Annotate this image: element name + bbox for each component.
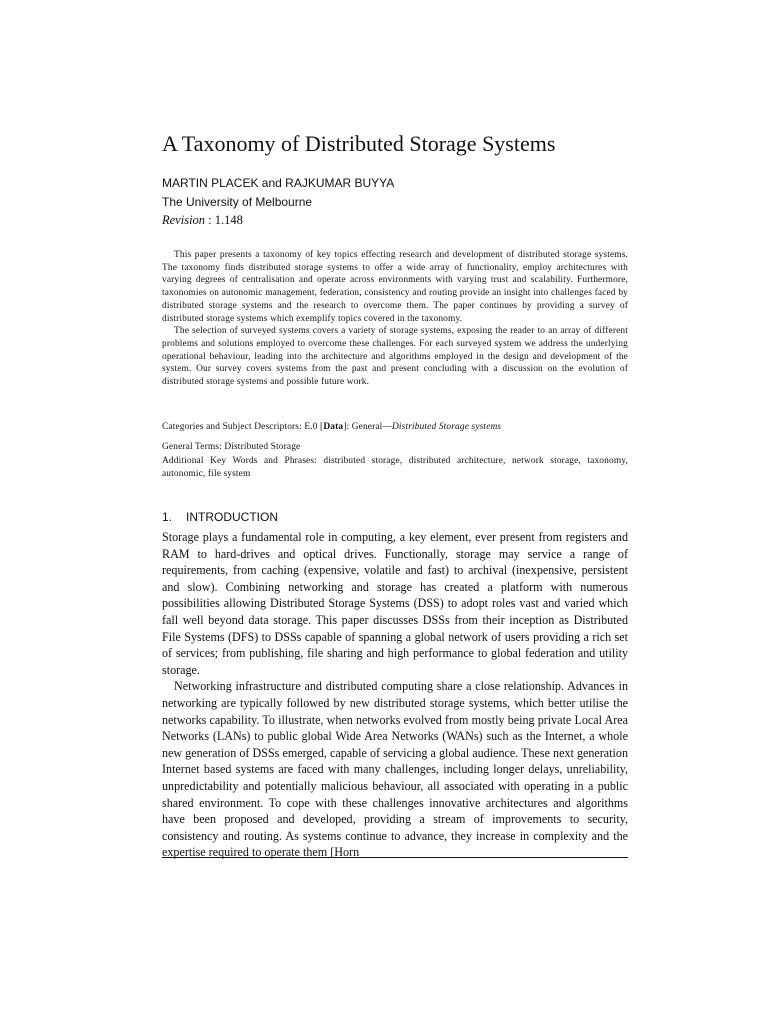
abstract [162,249,628,389]
abstract-paragraph-2: The selection of surveyed systems covers a variety of storage systems, exposing the reader to an array of different problems and solutions employed to overcome these challenges. For each surveyed system we address the underlying operational behaviour, leading into the architecture and algorithms employed in the design and development of the system. Our survey covers systems from the past and present concluding with a discussion on the evolution of distributed storage systems and possible future work. [162,326,628,388]
body-text [162,529,628,861]
footnote-rule [162,857,628,858]
paper-title: A Taxonomy of Distributed Storage Systems [162,131,556,156]
key-words: Additional Key Words and Phrases: distributed storage, distributed architecture, network storage, taxonomy, autonomic, file system [162,456,628,479]
section-heading-introduction [162,510,278,525]
body-paragraph-1: Storage plays a fundamental role in computing, a key element, ever present from registers and RAM to hard-drives and optical drives. Functionally, storage may service a range of requirements, from caching (expensive, volatile and fast) to archival (inexpensive, persistent and slow). Combining networking and storage has created a platform with numerous possibilities allowing Distributed Storage Systems (DSS) to adopt roles vast and varied which fall well beyond data storage. This paper discusses DSSs from their inception as Distributed File Systems (DFS) to DSSs capable of spanning a global network of users providing a rich set of services; from publishing, file sharing and high performance to global federation and utility storage. [162,530,628,677]
categories-descriptors [162,421,628,434]
categories-italic: Distributed Storage systems [391,422,502,432]
categories-bold: Data [323,422,344,432]
abstract-paragraph-1: This paper presents a taxonomy of key topics effecting research and development of distributed storage systems. The taxonomy finds distributed storage systems to offer a wide array of functionality, employ architectures with varying degrees of centralisation and operate across environments with varying trust and scalability. Furthermore, taxonomies on autonomic management, federation, consistency and routing provide an insight into challenges faced by distributed storage systems and the research to overcome them. The paper continues by providing a survey of distributed storage systems which exemplify topics covered in the taxonomy. [162,250,628,324]
revision-value: : 1.148 [205,213,243,227]
body-paragraph-2: Networking infrastructure and distributed computing share a close relationship. Advances in networking are typically followed by new distributed storage systems, which better utilise the networks capability. To illustrate, when networks evolved from mostly being private Local Area Networks (LANs) to public global Wide Area Networks (WANs) such as the Internet, a whole new generation of DSSs emerged, capable of servicing a global audience. These next generation Internet based systems are faced with many challenges, including longer delays, unreliability, unpredictability and potentially malicious behaviour, all associated with operating in a public shared environment. To cope with these challenges innovative architectures and algorithms have been proposed and developed, providing a stream of improvements to security, consistency and routing. As systems continue to advance, they increase in complexity and the expertise required to operate them [Horn [162,679,628,860]
general-terms: General Terms: Distributed Storage [162,442,301,452]
section-title: INTRODUCTION [186,510,278,524]
categories-mid: ]: General— [343,422,392,432]
categories-prefix: Categories and Subject Descriptors: E.0 [ [162,422,324,432]
revision-label: Revision [162,213,206,227]
paper-affiliation: The University of Melbourne [162,195,313,209]
paper-revision [162,213,243,228]
section-number: 1. [162,510,173,524]
paper-authors: MARTIN PLACEK and RAJKUMAR BUYYA [162,176,395,190]
